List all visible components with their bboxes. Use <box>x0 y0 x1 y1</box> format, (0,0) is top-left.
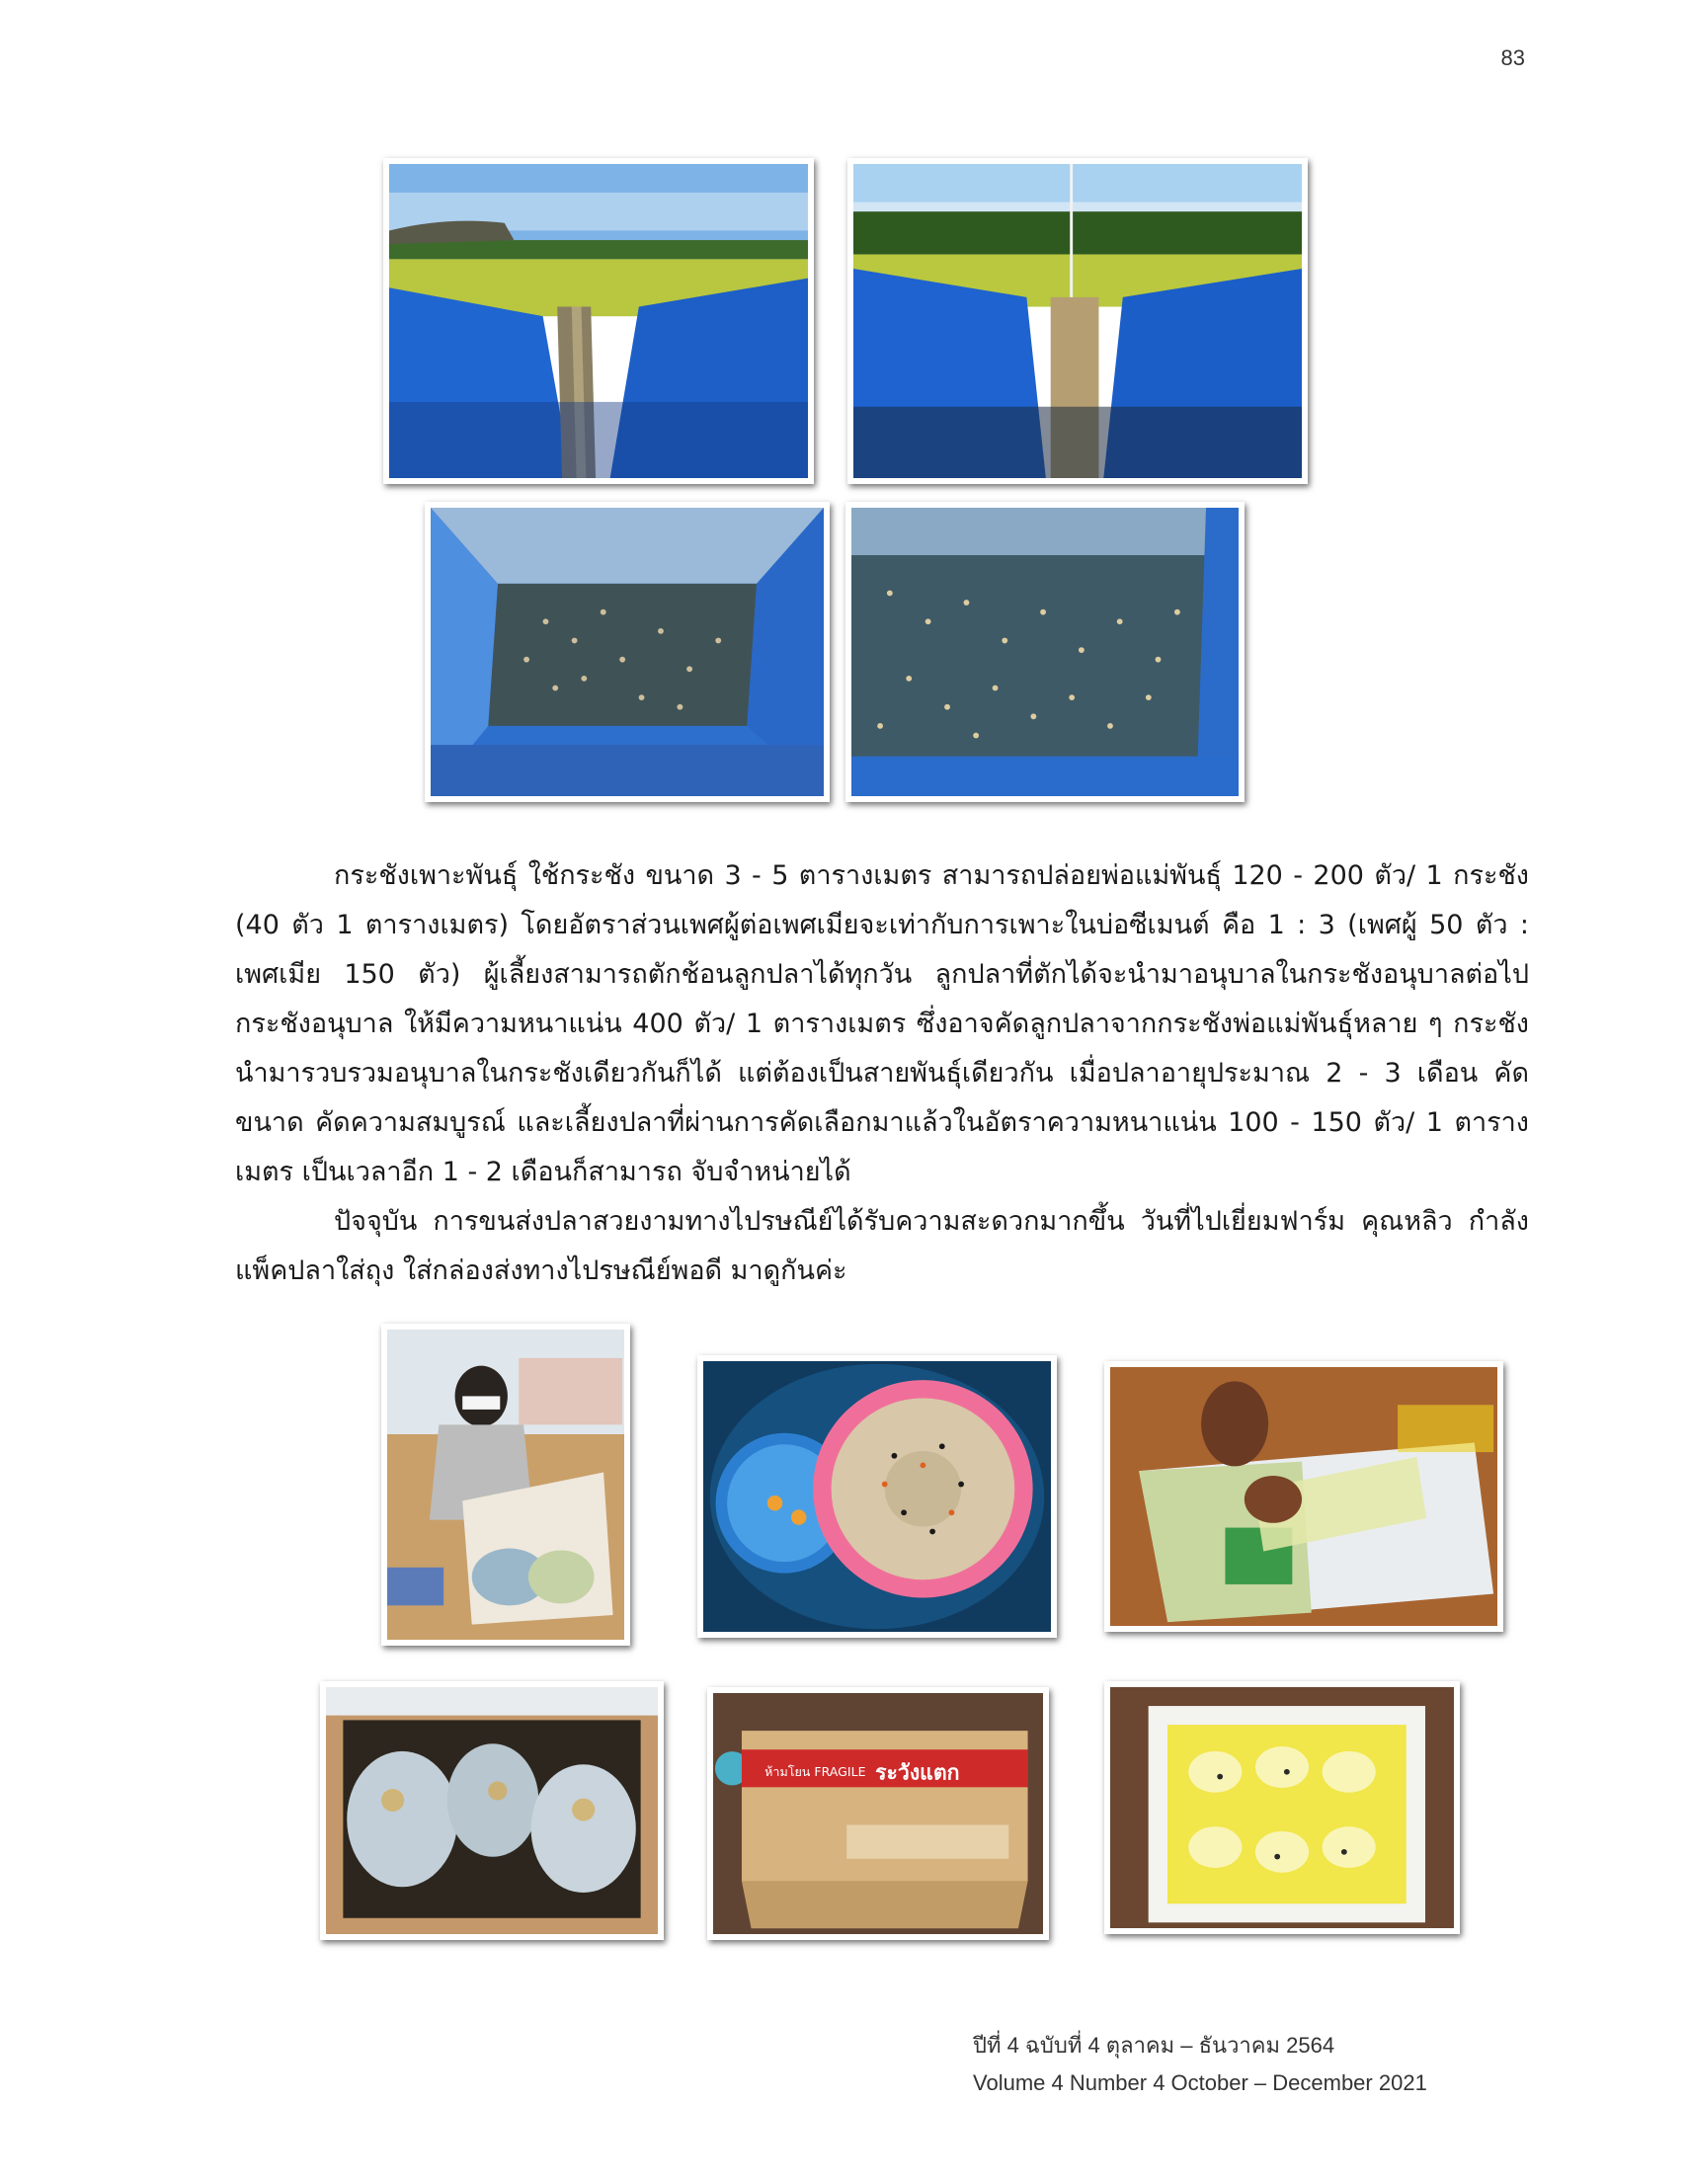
photo-cage-interior <box>425 502 830 802</box>
photo-carton-with-bags <box>320 1681 664 1940</box>
paragraph-shipping: ปัจจุบัน การขนส่งปลาสวยงามทางไปรษณีย์ได้รับความสะดวกมากขึ้น วันที่ไปเยี่ยมฟาร์ม คุณหลิว กำลังแพ็คปลาใส่ถุง ใส่กล่องส่งทางไปรษณีย์พอดี มาดูกันค่ะ <box>235 1206 1529 1286</box>
photo-foam-box-fish-bags <box>1104 1681 1460 1934</box>
page-number: 83 <box>1500 45 1525 70</box>
article-body <box>235 851 1529 1296</box>
photo-sorted-guppies-bowls <box>697 1355 1057 1638</box>
photo-woman-packing <box>381 1324 630 1646</box>
box-brand-text: ห้ามโยน FRAGILE <box>764 1763 866 1779</box>
issue-footer-thai: ปีที่ 4 ฉบับที่ 4 ตุลาคม – ธันวาคม 2564 <box>973 2033 1335 2058</box>
box-warning-text: ระวังแตก <box>875 1759 960 1785</box>
photo-young-guppies <box>845 502 1245 802</box>
photo-pond-cages-2 <box>847 158 1308 484</box>
photo-postal-box <box>707 1687 1049 1940</box>
photo-hands-packing-bottles <box>1104 1361 1503 1632</box>
paragraph-breeding-cages: กระชังเพาะพันธุ์ ใช้กระชัง ขนาด 3 - 5 ตารางเมตร สามารถปล่อยพ่อแม่พันธุ์ 120 - 200 ตัว/ 1 กระชัง (40 ตัว 1 ตารางเมตร) โดยอัตราส่วนเพศผู้ต่อเพศเมียจะเท่ากับการเพาะในบ่อซีเมนต์ คือ 1 : 3 (เพศผู้ 50 ตัว : เพศเมีย 150 ตัว) ผู้เลี้ยงสามารถตักช้อนลูกปลาได้ทุกวัน ลูกปลาที่ตักได้จะนำมาอนุบาลในกระชังอนุบาลต่อไป กระชังอนุบาล ให้มีความหนาแน่น 400 ตัว/ 1 ตารางเมตร ซึ่งอาจคัดลูกปลาจากกระชังพ่อแม่พันธุ์หลาย ๆ กระชัง นำมารวบรวมอนุบาลในกระชังเดียวกันก็ได้ แต่ต้องเป็นสายพันธุ์เดียวกัน เมื่อปลาอายุประมาณ 2 - 3 เดือน คัดขนาด คัดความสมบูรณ์ และเลี้ยงปลาที่ผ่านการคัดเลือกมาแล้วในอัตราความหนาแน่น 100 - 150 ตัว/ 1 ตารางเมตร เป็นเวลาอีก 1 - 2 เดือนก็สามารถ จับจำหน่ายได้ <box>235 860 1529 1187</box>
issue-footer-english: Volume 4 Number 4 October – December 2021 <box>973 2070 1427 2095</box>
photo-pond-cages-1 <box>383 158 814 484</box>
issue-footer <box>973 2027 1427 2102</box>
